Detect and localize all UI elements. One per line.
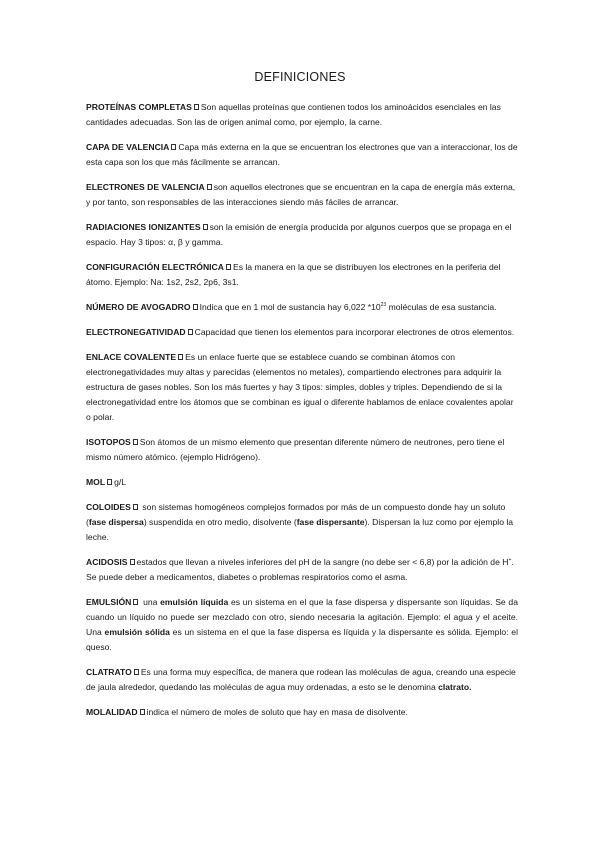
definition-text: Indica que en 1 mol de sustancia hay 6,022 *10 [199,302,381,312]
definition-text: son aquellos electrones que se encuentran en la capa de energía más externa, y por tanto, son responsables de las interacciones siendo más fáciles de arrancar. [86,182,516,207]
missing-glyph-icon [133,504,138,510]
definition-isotopos [86,435,518,465]
definition-coloides [86,500,518,545]
definition-text: g/L [114,477,127,487]
page-title: DEFINICIONES [254,70,346,84]
definition-text: Es un enlace fuerte que se establece cuando se combinan átomos con electronegatividades muy altas y parecidas (elementos no metales), compartiendo electrones para adquirir la estructura de gases nobles. Son los más fuertes y hay 3 tipos: simples, dobles y triples. Dependiendo de si la electronegatividad entre los átomos que se combinan es igual o diferente hablamos de enlace covalentes apolar o polar. [86,352,514,422]
definition-text: . Se puede deber a medicamentos, diabetes o problemas respiratorios como el asma. [86,557,514,582]
definition-configuracion-electronica [86,260,518,290]
definition-molalidad [86,705,518,720]
definition-clatrato [86,665,518,695]
definition-text: moléculas de esa sustancia. [386,302,497,312]
definition-text: es un sistema en el que la fase dispersa y dispersante son líquidas. Se da cuando un líquido no puede ser mezclado con otro, siendo necesaria la agitación. Ejemplo: el agua y el aceite. Una [86,597,518,637]
definition-term: ENLACE COVALENTE [86,352,177,362]
exponent: 23 [380,302,387,309]
missing-glyph-icon [140,709,145,715]
definition-text: ). Dispersan la luz como por ejemplo la leche. [86,517,514,542]
missing-glyph-icon [107,479,112,485]
emphasis: emulsión sólida [104,627,170,637]
superscript: + [508,557,512,564]
definition-text: Capa más externa en la que se encuentran los electrones que van a interaccionar, los de esta capa son los que más fácilmente se arrancan. [86,142,518,167]
emphasis: emulsión líquida [160,597,229,607]
missing-glyph-icon [207,184,212,190]
definition-term: NÚMERO DE AVOGADRO [86,302,191,312]
missing-glyph-icon [203,224,208,230]
definition-term: PROTEÍNAS COMPLETAS [86,102,192,112]
definition-capa-de-valencia [86,140,518,170]
missing-glyph-icon [134,669,139,675]
definition-term: ELECTRONEGATIVIDAD [86,327,186,337]
definition-enlace-covalente [86,350,518,425]
definition-electrones-de-valencia [86,180,518,210]
definition-text: Es una forma muy específica, de manera que rodean las moléculas de agua, creando una especie de jaula alrededor, quedando las moléculas de agua muy ordenadas, a esto se le denomina [86,667,516,692]
definition-term: ELECTRONES DE VALENCIA [86,182,205,192]
emphasis: clatrato. [438,682,472,692]
definition-text: ) suspendida en otro medio, disolvente ( [143,517,297,527]
missing-glyph-icon [226,264,231,270]
definition-emulsion [86,595,518,655]
definition-mol [86,475,518,490]
definition-term: ISOTOPOS [86,437,131,447]
definition-text: son sistemas homogéneos complejos formados por más de un compuesto donde hay un soluto ( [86,502,506,527]
definition-text: Es la manera en la que se distribuyen los electrones en la periferia del átomo. Ejemplo: Na: 1s2, 2s2, 2p6, 3s1. [86,262,501,287]
definition-text: es un sistema en el que la fase dispersa es líquida y la dispersante es sólida. Ejemplo: el queso. [86,627,518,652]
definition-term: ACIDOSIS [86,557,128,567]
definition-term: MOLALIDAD [86,707,138,717]
definition-term: CLATRATO [86,667,132,677]
definition-text: indica el número de moles de soluto que hay en masa de disolvente. [146,707,408,717]
definition-numero-de-avogadro [86,300,518,315]
definition-text: Son átomos de un mismo elemento que presentan diferente número de neutrones, pero tiene el mismo número atómico. (ejemplo Hidrógeno). [86,437,505,462]
definition-acidosis [86,555,518,585]
missing-glyph-icon [171,144,176,150]
emphasis: fase dispersante [296,517,365,527]
missing-glyph-icon [130,559,135,565]
emphasis: fase dispersa [88,517,144,527]
definition-term: CONFIGURACIÓN ELECTRÓNICA [86,262,224,272]
definition-term: COLOIDES [86,502,131,512]
definition-term: EMULSIÓN [86,597,132,607]
missing-glyph-icon [194,104,199,110]
definition-term: MOL [86,477,106,487]
definition-term: CAPA DE VALENCIA [86,142,170,152]
missing-glyph-icon [193,304,198,310]
missing-glyph-icon [133,599,138,605]
definition-text: una [140,597,161,607]
definition-list [86,100,518,730]
definition-term: RADIACIONES IONIZANTES [86,222,201,232]
definition-text: Capacidad que tienen los elementos para incorporar electrones de otros elementos. [194,327,515,337]
definition-text: son la emisión de energía producida por algunos cuerpos que se propaga en el espacio. Hay 3 tipos: α, β y gamma. [86,222,512,247]
definition-electronegatividad [86,325,518,340]
definition-radiaciones-ionizantes [86,220,518,250]
missing-glyph-icon [188,329,193,335]
definition-proteinas-completas [86,100,518,130]
definition-text: estados que llevan a niveles inferiores del pH de la sangre (no debe ser < 6,8) por la adición de H [136,557,509,567]
definition-text: Son aquellas proteínas que contienen todos los aminoácidos esenciales en las cantidades adecuadas. Son las de origen animal como, por ejemplo, la carne. [86,102,501,127]
missing-glyph-icon [133,439,138,445]
missing-glyph-icon [178,354,183,360]
